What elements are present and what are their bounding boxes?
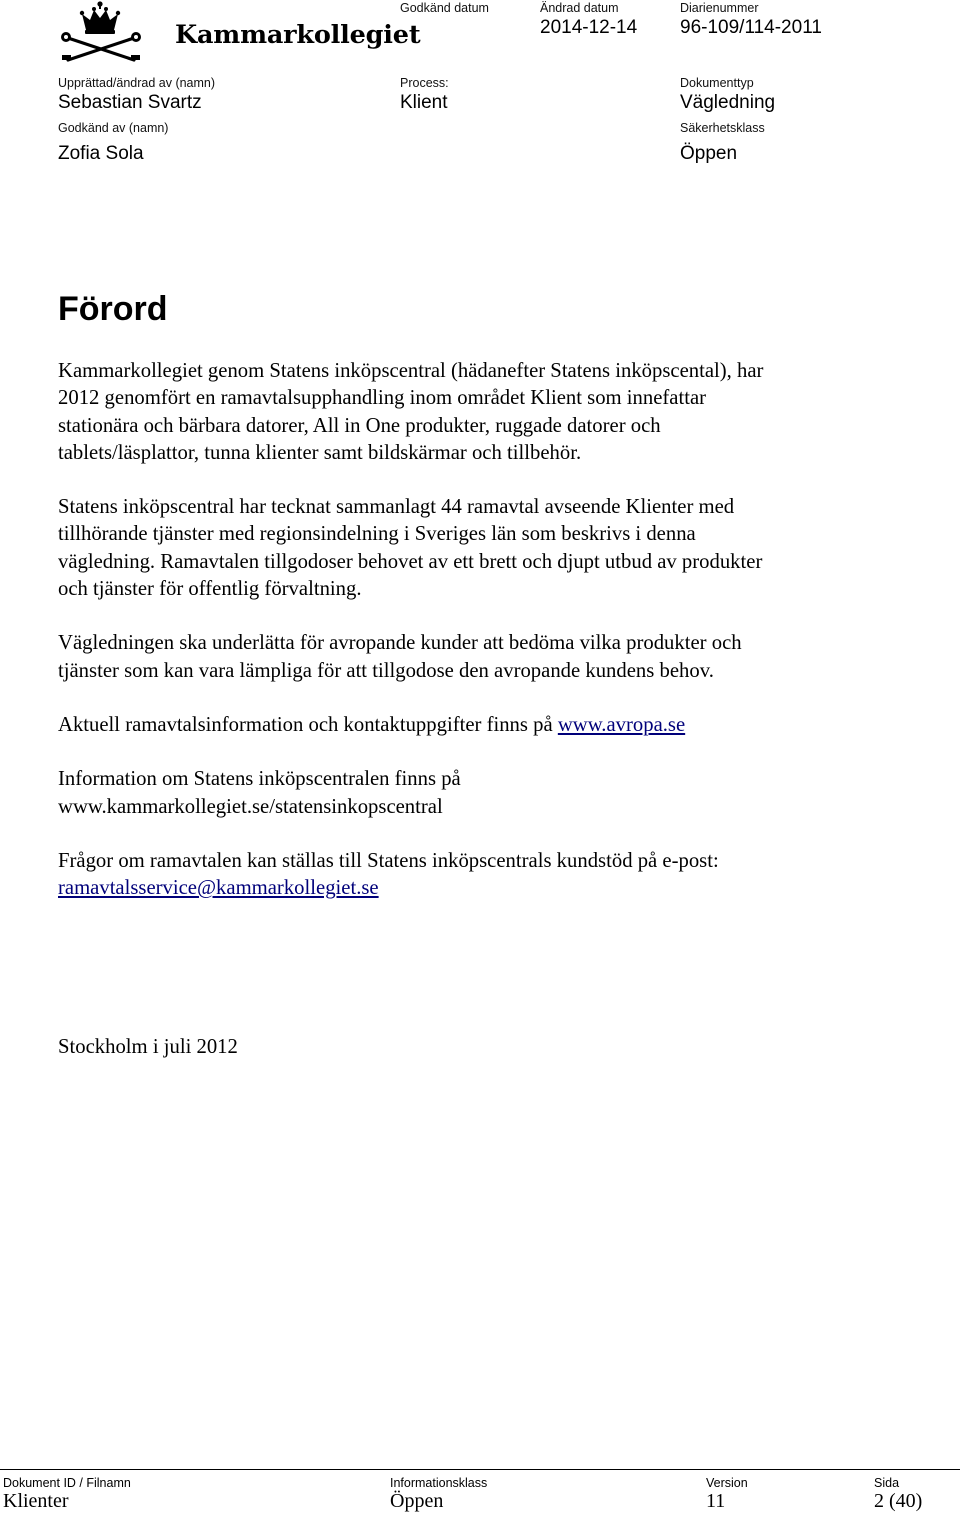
- created-by-label: Upprättad/ändrad av (namn): [58, 76, 216, 90]
- registration-number-label: Diarienummer: [680, 1, 759, 15]
- changed-date-label: Ändrad datum: [540, 1, 619, 15]
- info-class-label: Informationsklass: [390, 1476, 488, 1490]
- closing-place-date: Stockholm i juli 2012: [58, 1036, 238, 1058]
- document-type: Vägledning: [680, 92, 776, 113]
- process-value: Klient: [400, 92, 448, 113]
- paragraph-intro: Kammarkollegiet genom Statens inköpscentral (hädanefter Statens inköpscental), har 2012 genomfört en ramavtalsupphandling inom området Klient som innefattar stationära och bärbara datorer, All in One produkter, ruggade datorer och tablets/läsplattor, tunna klienter samt bildskärmar och tillbehör.: [58, 360, 764, 464]
- approved-by: Zofia Sola: [58, 143, 144, 164]
- organization-logo: [58, 0, 421, 64]
- security-class-label: Säkerhetsklass: [680, 121, 765, 135]
- avropa-link[interactable]: www.avropa.se: [557, 713, 686, 736]
- document-body: [58, 358, 898, 929]
- version: 11: [706, 1490, 726, 1512]
- doc-id: Klienter: [3, 1490, 69, 1512]
- paragraph-avropa: Aktuell ramavtalsinformation och kontaktuppgifter finns på www.avropa.se: [58, 713, 686, 736]
- paragraph-agreements: Statens inköpscentral har tecknat sammanlagt 44 ramavtal avseende Klienter med tillhörande tjänster med regionsindelning i Sveriges län som beskrivs i denna vägledning. Ramavtalen tillgodoser behovet av ett brett och djupt utbud av produkter och tjänster för offentlig förvaltning.: [58, 496, 763, 601]
- paragraph-info: Information om Statens inköpscentralen finns på www.kammarkollegiet.se/statensinkopscentral: [58, 768, 461, 818]
- approved-date-label: Godkänd datum: [400, 1, 489, 15]
- footer-divider: [0, 1469, 960, 1470]
- crown-keys-icon: [58, 0, 176, 64]
- page-label: Sida: [874, 1476, 900, 1490]
- paragraph-guidance: Vägledningen ska underlätta för avropande kunder att bedöma vilka produkter och tjänster som kan vara lämpliga för att tillgodose den avropande kundens behov.: [58, 632, 742, 682]
- changed-date: 2014-12-14: [540, 17, 638, 38]
- info-class: Öppen: [390, 1490, 444, 1512]
- document-type-label: Dokumenttyp: [680, 76, 754, 90]
- doc-id-label: Dokument ID / Filnamn: [3, 1476, 131, 1490]
- registration-number: 96-109/114-2011: [680, 17, 822, 38]
- security-class: Öppen: [680, 143, 738, 164]
- approved-by-label: Godkänd av (namn): [58, 121, 169, 135]
- logo-wordmark: Kammarkollegiet: [175, 20, 421, 50]
- paragraph-questions: Frågor om ramavtalen kan ställas till Statens inköpscentrals kundstöd på e-post: ramavtalsservice@kammarkollegiet.se: [58, 849, 719, 900]
- support-email-link[interactable]: ramavtalsservice@kammarkollegiet.se: [58, 877, 379, 900]
- version-label: Version: [706, 1476, 748, 1490]
- page-number: 2 (40): [874, 1490, 923, 1512]
- created-by: Sebastian Svartz: [58, 92, 202, 113]
- process-label: Process:: [400, 76, 449, 90]
- page-title: Förord: [58, 290, 168, 328]
